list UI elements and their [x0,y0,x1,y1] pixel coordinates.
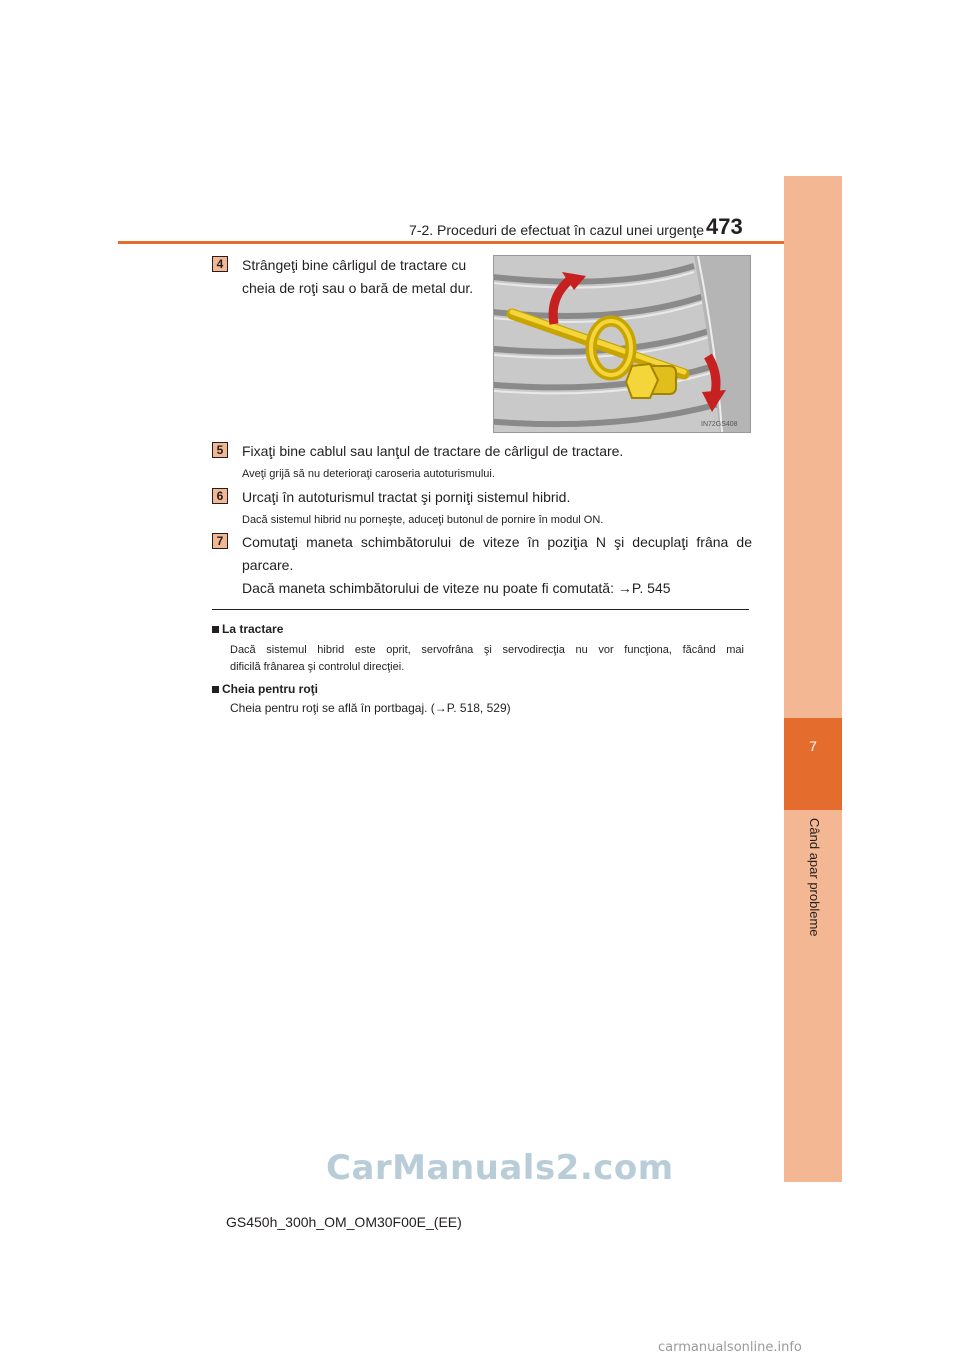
step-5-badge: 5 [212,442,228,458]
section-heading-towing [212,622,283,636]
section-title: 7-2. Proceduri de efectuat în cazul unei urgenţe [409,222,704,238]
watermark-bottom: carmanualsonline.info [658,1340,802,1355]
chapter-title: Când apar probleme [807,818,822,937]
figure-code: IN72GS408 [701,421,738,428]
step-6-text: Urcaţi în autoturismul tractat şi porniţi sistemul hibrid. [242,489,571,505]
chapter-side-tab [784,176,842,1182]
step-7-text-line2: parcare. [242,557,294,573]
footer-document-code: GS450h_300h_OM_OM30F00E_(EE) [226,1214,462,1230]
step-5-text: Fixaţi bine cablul sau lanţul de tractare de cârligul de tractare. [242,443,624,459]
chapter-tab-active[interactable] [784,718,842,810]
step-7-text-line3: Dacă maneta schimbătorului de viteze nu poate fi comutată: →P. 545 [242,580,671,596]
page-number: 473 [706,214,743,239]
chapter-number: 7 [809,738,817,754]
step-7-badge: 7 [212,533,228,549]
tow-hook-illustration-icon [494,256,750,432]
square-bullet-icon [212,626,219,633]
square-bullet-icon [212,686,219,693]
section-heading-wheel-wrench [212,682,318,696]
section-towing-body-line1: Dacă sistemul hibrid este oprit, servofrâna şi servodirecţia nu vor funcţiona, făcând mai [230,644,744,656]
step-4-badge: 4 [212,256,228,272]
header-rule [118,241,784,244]
step-6-badge: 6 [212,488,228,504]
section-wheel-wrench-body: Cheia pentru roţi se află în portbagaj. (→P. 518, 529) [230,701,511,715]
step-7-text-line1: Comutaţi maneta schimbătorului de viteze în poziţia N şi decuplaţi frâna de [242,534,752,550]
section-heading-wheel-wrench-text: Cheia pentru roţi [222,682,319,696]
step-4-text-line1: Strângeţi bine cârligul de tractare cu [242,257,467,273]
section-separator [212,609,749,610]
tow-hook-wrench-illustration [493,255,751,433]
section-towing-body-line2: dificilă frânarea şi controlul direcţiei. [230,661,405,673]
section-heading-towing-text: La tractare [222,622,284,636]
watermark-main: CarManuals2.com [326,1148,674,1188]
step-6-note: Dacă sistemul hibrid nu porneşte, aduceţi butonul de pornire în modul ON. [242,514,604,526]
step-4-text-line2: cheia de roţi sau o bară de metal dur. [242,280,474,296]
step-5-note: Aveţi grijă să nu deterioraţi caroseria autoturismului. [242,468,495,480]
